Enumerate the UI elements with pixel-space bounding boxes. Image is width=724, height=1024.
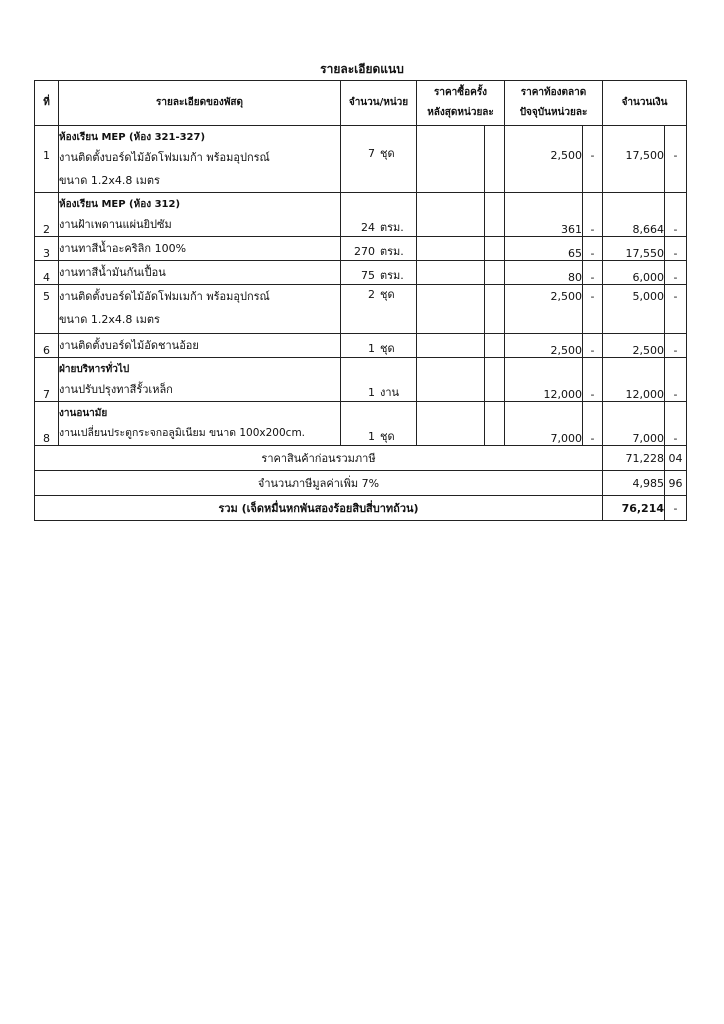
market-price: 80 [505, 261, 583, 285]
amount: 2,500 [603, 334, 665, 358]
market-price-decimal: - [583, 126, 603, 193]
qty-value: 24 [361, 221, 375, 234]
market-price-decimal: - [583, 237, 603, 261]
unit-value: ตรม. [380, 269, 404, 282]
row-description [59, 334, 341, 358]
total-row [35, 496, 687, 521]
market-price: 361 [505, 193, 583, 237]
header-last-price-line1: ราคาซื้อครั้ง [433, 87, 488, 98]
section-heading: ห้องเรียน MEP (ห้อง 321-327) [59, 132, 206, 143]
amount-decimal: - [665, 261, 687, 285]
amount-decimal: - [665, 285, 687, 334]
row-number: 3 [35, 237, 59, 261]
market-price: 65 [505, 237, 583, 261]
market-price-decimal: - [583, 358, 603, 402]
qty-value: 1 [368, 430, 375, 443]
qty-value: 1 [368, 342, 375, 355]
item-text: งานฝ้าเพดานแผ่นยิปซัม [59, 218, 172, 231]
table-row [35, 402, 687, 446]
last-price-cell [417, 261, 485, 285]
vat-row [35, 471, 687, 496]
item-text: งานทาสีน้ำมันกันเปื้อน [59, 266, 166, 279]
table-row [35, 334, 687, 358]
row-number: 1 [35, 126, 59, 193]
table-row [35, 358, 687, 402]
amount-decimal: - [665, 126, 687, 193]
row-qty-unit [341, 358, 417, 402]
vat-decimal: 96 [665, 471, 687, 496]
header-row [35, 81, 687, 126]
row-description [59, 358, 341, 402]
table-row [35, 126, 687, 193]
qty-value: 75 [361, 269, 375, 282]
row-number: 2 [35, 193, 59, 237]
amount: 8,664 [603, 193, 665, 237]
table-row [35, 285, 687, 334]
amount: 12,000 [603, 358, 665, 402]
market-price: 2,500 [505, 285, 583, 334]
market-price-decimal: - [583, 334, 603, 358]
header-amount: จำนวนเงิน [603, 81, 687, 126]
amount: 17,550 [603, 237, 665, 261]
qty-value: 1 [368, 386, 375, 399]
unit-value: ชุด [380, 430, 395, 443]
market-price: 12,000 [505, 358, 583, 402]
subtotal-row [35, 446, 687, 471]
amount: 6,000 [603, 261, 665, 285]
last-price-cell [417, 193, 485, 237]
items-table [34, 80, 687, 521]
row-qty-unit [341, 237, 417, 261]
row-description [59, 237, 341, 261]
item-text: งานทาสีน้ำอะคริลิก 100% [59, 242, 187, 255]
header-market-price-line1: ราคาท้องตลาด [520, 87, 587, 98]
amount-decimal: - [665, 334, 687, 358]
item-text: งานเปลี่ยนประตูกระจกอลูมิเนียม ขนาด 100x200cm. [59, 427, 306, 439]
row-description [59, 261, 341, 285]
document-title: รายละเอียดแนบ [320, 62, 404, 76]
last-price-cell [417, 285, 485, 334]
section-heading: ฝ่ายบริหารทั่วไป [59, 364, 130, 375]
amount: 5,000 [603, 285, 665, 334]
item-text-continued: ขนาด 1.2x4.8 เมตร [59, 174, 160, 187]
row-qty-unit [341, 126, 417, 193]
amount-decimal: - [665, 193, 687, 237]
market-price-decimal: - [583, 261, 603, 285]
section-heading: งานอนามัย [59, 408, 108, 419]
last-price-decimal-cell [485, 285, 505, 334]
row-number: 6 [35, 334, 59, 358]
table-row [35, 193, 687, 237]
last-price-decimal-cell [485, 358, 505, 402]
header-last-price-line2: หลังสุดหน่วยละ [427, 107, 494, 118]
last-price-cell [417, 402, 485, 446]
item-text: งานติดตั้งบอร์ดไม้อัดชานอ้อย [59, 339, 199, 352]
row-description [59, 193, 341, 237]
section-heading: ห้องเรียน MEP (ห้อง 312) [59, 199, 181, 210]
last-price-decimal-cell [485, 126, 505, 193]
item-text: งานติดตั้งบอร์ดไม้อัดโฟมเมก้า พร้อมอุปกรณ์ [59, 151, 270, 164]
amount: 7,000 [603, 402, 665, 446]
last-price-decimal-cell [485, 261, 505, 285]
qty-value: 7 [368, 147, 375, 160]
header-qty-unit: จำนวน/หน่วย [341, 81, 417, 126]
amount-decimal: - [665, 358, 687, 402]
row-qty-unit [341, 334, 417, 358]
unit-value: ชุด [380, 288, 395, 301]
subtotal-label: ราคาสินค้าก่อนรวมภาษี [35, 446, 603, 471]
total-amount: 76,214 [603, 496, 665, 521]
total-decimal: - [665, 496, 687, 521]
market-price: 2,500 [505, 334, 583, 358]
last-price-cell [417, 358, 485, 402]
subtotal-decimal: 04 [665, 446, 687, 471]
row-qty-unit [341, 261, 417, 285]
header-market-price [505, 81, 603, 126]
market-price: 2,500 [505, 126, 583, 193]
last-price-cell [417, 237, 485, 261]
row-description [59, 285, 341, 334]
item-text: งานปรับปรุงทาสีรั้วเหล็ก [59, 383, 173, 396]
last-price-cell [417, 126, 485, 193]
market-price-decimal: - [583, 402, 603, 446]
row-number: 8 [35, 402, 59, 446]
unit-value: ตรม. [380, 221, 404, 234]
amount: 17,500 [603, 126, 665, 193]
row-number: 7 [35, 358, 59, 402]
total-label: รวม (เจ็ดหมื่นหกพันสองร้อยสิบสี่บาทถ้วน) [35, 496, 603, 521]
subtotal-amount: 71,228 [603, 446, 665, 471]
row-qty-unit [341, 402, 417, 446]
unit-value: ตรม. [380, 245, 404, 258]
vat-amount: 4,985 [603, 471, 665, 496]
header-detail: รายละเอียดของพัสดุ [59, 81, 341, 126]
amount-decimal: - [665, 402, 687, 446]
market-price-decimal: - [583, 193, 603, 237]
qty-value: 270 [354, 245, 375, 258]
row-qty-unit [341, 285, 417, 334]
last-price-cell [417, 334, 485, 358]
unit-value: ชุด [380, 147, 395, 160]
market-price: 7,000 [505, 402, 583, 446]
item-text-continued: ขนาด 1.2x4.8 เมตร [59, 313, 160, 326]
last-price-decimal-cell [485, 402, 505, 446]
table-row [35, 261, 687, 285]
row-description [59, 126, 341, 193]
table-row [35, 237, 687, 261]
header-last-price [417, 81, 505, 126]
unit-value: ชุด [380, 342, 395, 355]
header-no: ที่ [35, 81, 59, 126]
amount-decimal: - [665, 237, 687, 261]
market-price-decimal: - [583, 285, 603, 334]
row-number: 5 [35, 285, 59, 334]
vat-label: จำนวนภาษีมูลค่าเพิ่ม 7% [35, 471, 603, 496]
row-number: 4 [35, 261, 59, 285]
unit-value: งาน [380, 386, 400, 399]
row-description [59, 402, 341, 446]
row-qty-unit [341, 193, 417, 237]
item-text: งานติดตั้งบอร์ดไม้อัดโฟมเมก้า พร้อมอุปกรณ์ [59, 290, 270, 303]
header-market-price-line2: ปัจจุบันหน่วยละ [519, 107, 588, 118]
last-price-decimal-cell [485, 237, 505, 261]
last-price-decimal-cell [485, 193, 505, 237]
last-price-decimal-cell [485, 334, 505, 358]
qty-value: 2 [368, 288, 375, 301]
